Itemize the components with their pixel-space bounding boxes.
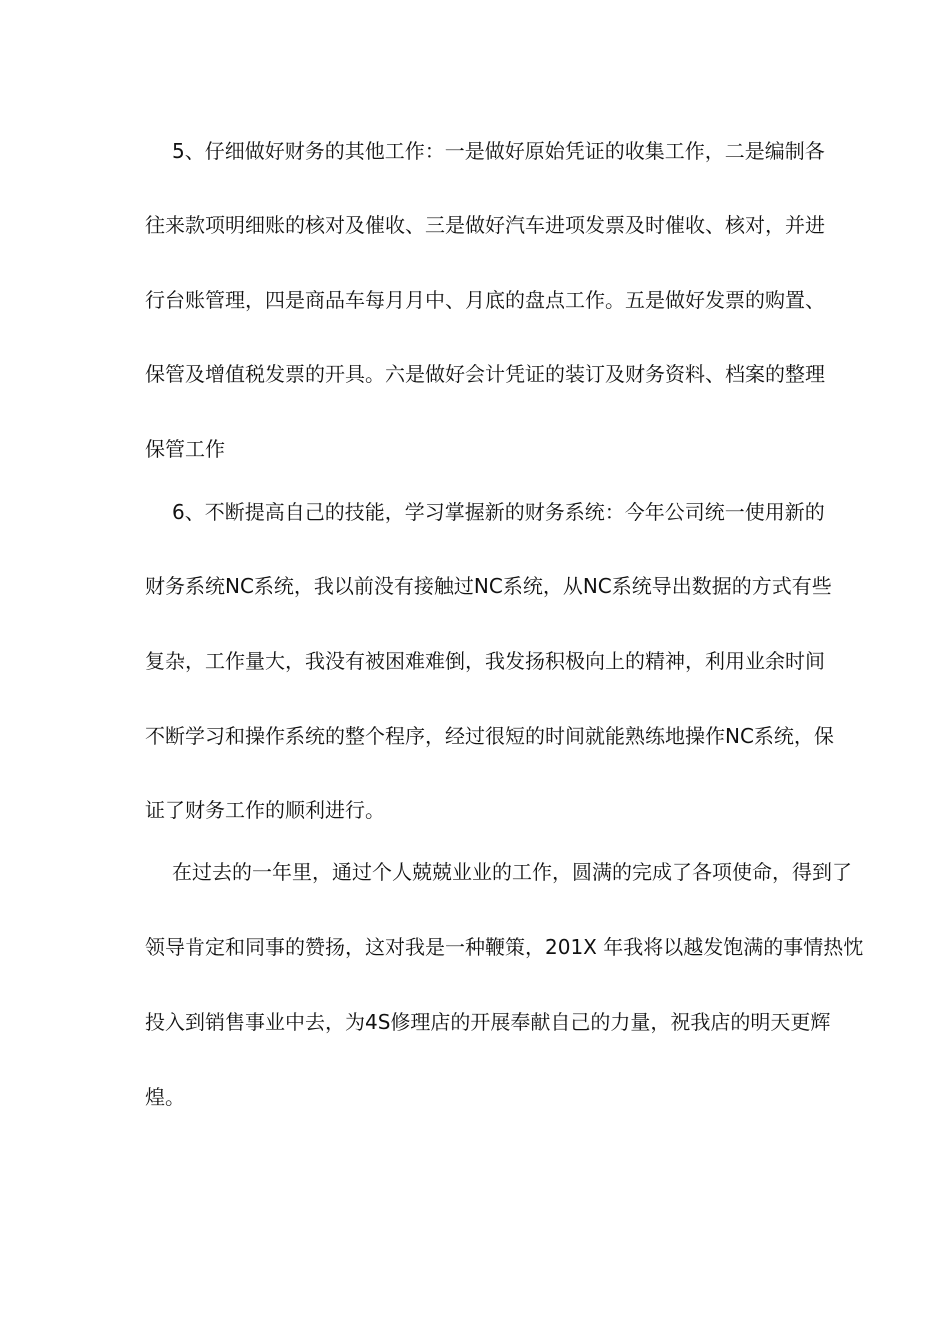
paragraph-2-line-4: 不断学习和操作系统的整个程序，经过很短的时间就能熟练地操作NC系统，保 xyxy=(145,724,834,748)
paragraph-3-line-3: 投入到销售事业中去，为4S修理店的开展奉献自己的力量，祝我店的明天更辉 xyxy=(145,1010,831,1034)
paragraph-3-line-1: 在过去的一年里，通过个人兢兢业业的工作，圆满的完成了各项使命，得到了 xyxy=(172,860,852,884)
paragraph-2-line-5: 证了财务工作的顺利进行。 xyxy=(145,798,385,822)
paragraph-1-line-3: 行台账管理，四是商品车每月月中、月底的盘点工作。五是做好发票的购置、 xyxy=(145,288,825,312)
paragraph-2-line-1: 6、不断提高自己的技能，学习掌握新的财务系统：今年公司统一使用新的 xyxy=(172,500,825,524)
paragraph-1-line-1: 5、仔细做好财务的其他工作：一是做好原始凭证的收集工作，二是编制各 xyxy=(172,139,825,163)
paragraph-1-line-2: 往来款项明细账的核对及催收、三是做好汽车进项发票及时催收、核对，并进 xyxy=(145,213,825,237)
paragraph-1-line-4: 保管及增值税发票的开具。六是做好会计凭证的装订及财务资料、档案的整理 xyxy=(145,362,825,386)
paragraph-2-line-2: 财务系统NC系统，我以前没有接触过NC系统，从NC系统导出数据的方式有些 xyxy=(145,574,832,598)
paragraph-1-line-5: 保管工作 xyxy=(145,437,225,461)
paragraph-3-line-4: 煌。 xyxy=(145,1085,185,1109)
paragraph-3-line-2: 领导肯定和同事的赞扬，这对我是一种鞭策，201X 年我将以越发饱满的事情热忱 xyxy=(145,935,864,959)
paragraph-2-line-3: 复杂，工作量大，我没有被困难难倒，我发扬积极向上的精神，利用业余时间 xyxy=(145,649,825,673)
